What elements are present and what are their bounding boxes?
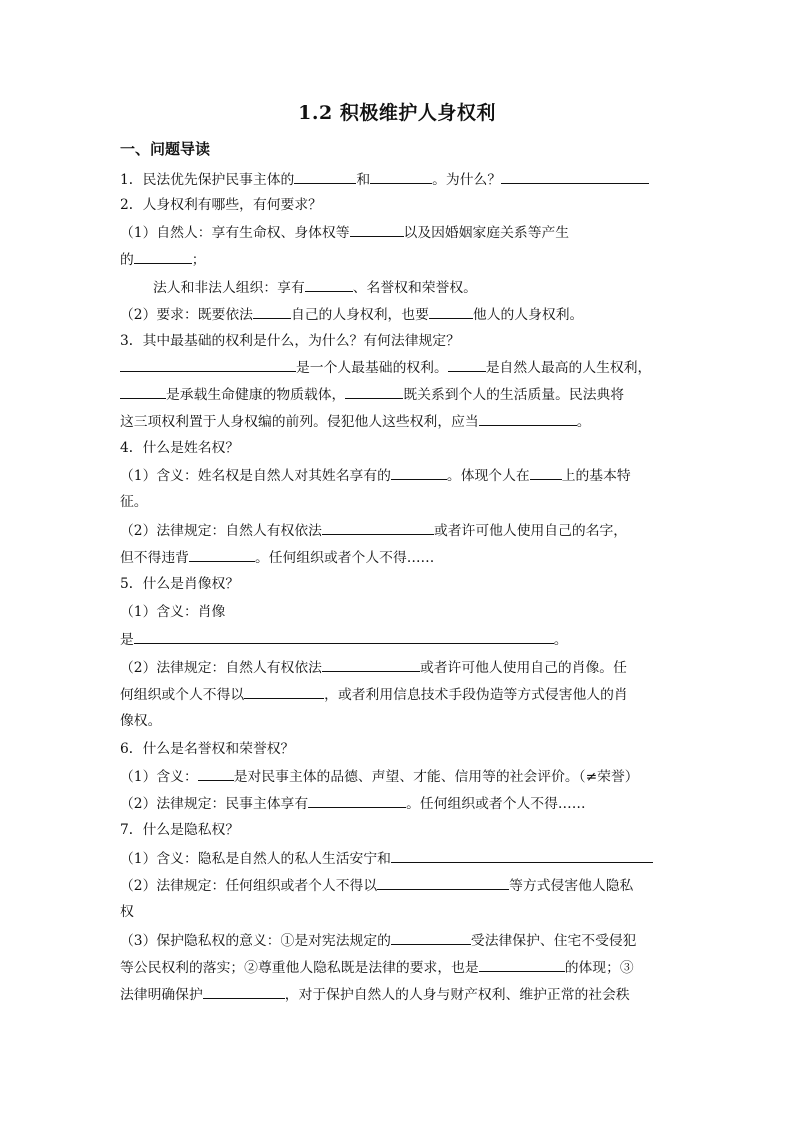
question-4-part-1-cont: 征。 xyxy=(120,494,148,510)
answer-blank[interactable] xyxy=(134,629,554,644)
answer-blank[interactable] xyxy=(244,684,324,699)
answer-blank[interactable] xyxy=(479,411,577,426)
answer-blank[interactable] xyxy=(479,957,565,972)
question-2-part-1-cont: 的 ； xyxy=(120,249,675,270)
answer-blank[interactable] xyxy=(322,657,420,672)
section-heading: 一、问题导读 xyxy=(120,140,211,158)
question-7-part-3: （3）保护隐私权的意义：①是对宪法规定的 受法律保护、住宅不受侵犯 xyxy=(120,930,675,951)
question-7-part-3-cont: 等公民权利的落实；②尊重他人隐私既是法律的要求，也是 的体现；③ xyxy=(120,957,675,978)
answer-blank[interactable] xyxy=(134,249,192,264)
question-6-part-1: （1）含义： 是对民事主体的品德、声望、才能、信用等的社会评价。（≠荣誉） xyxy=(120,766,675,787)
question-5-part-2-end: 像权。 xyxy=(120,713,162,729)
question-7-part-1: （1）含义：隐私是自然人的私人生活安宁和 xyxy=(120,848,675,869)
question-5-part-1: （1）含义：肖像 xyxy=(120,604,226,620)
question-3-line-1: 是一个人最基础的权利。 是自然人最高的人生权利， xyxy=(120,357,675,378)
question-2-part-1: （1）自然人：享有生命权、身体权等 以及因婚姻家庭关系等产生 xyxy=(120,222,675,243)
answer-blank[interactable] xyxy=(294,169,356,184)
answer-blank[interactable] xyxy=(448,357,486,372)
answer-blank[interactable] xyxy=(377,875,509,890)
question-3-line-2: 是承载生命健康的物质载体， 既关系到个人的生活质量。民法典将 xyxy=(120,384,675,405)
answer-blank[interactable] xyxy=(391,930,471,945)
answer-blank[interactable] xyxy=(120,357,296,372)
answer-blank[interactable] xyxy=(345,384,403,399)
question-3: 3．其中最基础的权利是什么，为什么？有何法律规定？ xyxy=(120,333,460,349)
question-4: 4．什么是姓名权？ xyxy=(120,440,240,456)
question-7-part-2-cont: 权 xyxy=(120,904,134,920)
question-6: 6．什么是名誉权和荣誉权？ xyxy=(120,741,295,757)
answer-blank[interactable] xyxy=(501,169,649,184)
question-4-part-2-cont: 但不得违背 。任何组织或者个人不得…… xyxy=(120,547,675,568)
question-7-part-3-end: 法律明确保护 ，对于保护自然人的人身与财产权利、维护正常的社会秩 xyxy=(120,984,675,1005)
question-5-part-2-cont: 何组织或个人不得以 ，或者利用信息技术手段伪造等方式侵害他人的肖 xyxy=(120,684,675,705)
answer-blank[interactable] xyxy=(391,848,653,863)
question-6-part-2: （2）法律规定：民事主体享有 。任何组织或者个人不得…… xyxy=(120,793,675,814)
answer-blank[interactable] xyxy=(370,169,432,184)
question-5-part-2: （2）法律规定：自然人有权依法 或者许可他人使用自己的肖像。任 xyxy=(120,657,675,678)
question-7: 7．什么是隐私权？ xyxy=(120,822,240,838)
page-title: 1.2 积极维护人身权利 xyxy=(298,102,496,124)
question-1: 1．民法优先保护民事主体的 和 。为什么？ xyxy=(120,169,675,190)
answer-blank[interactable] xyxy=(322,520,434,535)
question-2: 2．人身权利有哪些，有何要求？ xyxy=(120,197,322,213)
answer-blank[interactable] xyxy=(120,384,166,399)
answer-blank[interactable] xyxy=(253,304,291,319)
answer-blank[interactable] xyxy=(391,465,447,480)
question-7-part-2: （2）法律规定：任何组织或者个人不得以 等方式侵害他人隐私 xyxy=(120,875,675,896)
question-2-part-1-org: 法人和非法人组织：享有 、名誉权和荣誉权。 xyxy=(153,277,673,298)
question-4-part-2: （2）法律规定：自然人有权依法 或者许可他人使用自己的名字， xyxy=(120,520,675,541)
answer-blank[interactable] xyxy=(308,793,406,808)
answer-blank[interactable] xyxy=(198,766,234,781)
question-4-part-1: （1）含义：姓名权是自然人对其姓名享有的 。体现个人在 上的基本特 xyxy=(120,465,675,486)
answer-blank[interactable] xyxy=(350,222,404,237)
answer-blank[interactable] xyxy=(189,547,255,562)
answer-blank[interactable] xyxy=(203,984,285,999)
question-2-part-2: （2）要求：既要依法 自己的人身权利，也要 他人的人身权利。 xyxy=(120,304,675,325)
answer-blank[interactable] xyxy=(530,465,562,480)
answer-blank[interactable] xyxy=(305,277,353,292)
question-3-line-3: 这三项权利置于人身权编的前列。侵犯他人这些权利，应当 。 xyxy=(120,411,675,432)
answer-blank[interactable] xyxy=(429,304,473,319)
question-5-part-1-cont: 是 。 xyxy=(120,629,675,650)
question-5: 5．什么是肖像权？ xyxy=(120,576,240,592)
